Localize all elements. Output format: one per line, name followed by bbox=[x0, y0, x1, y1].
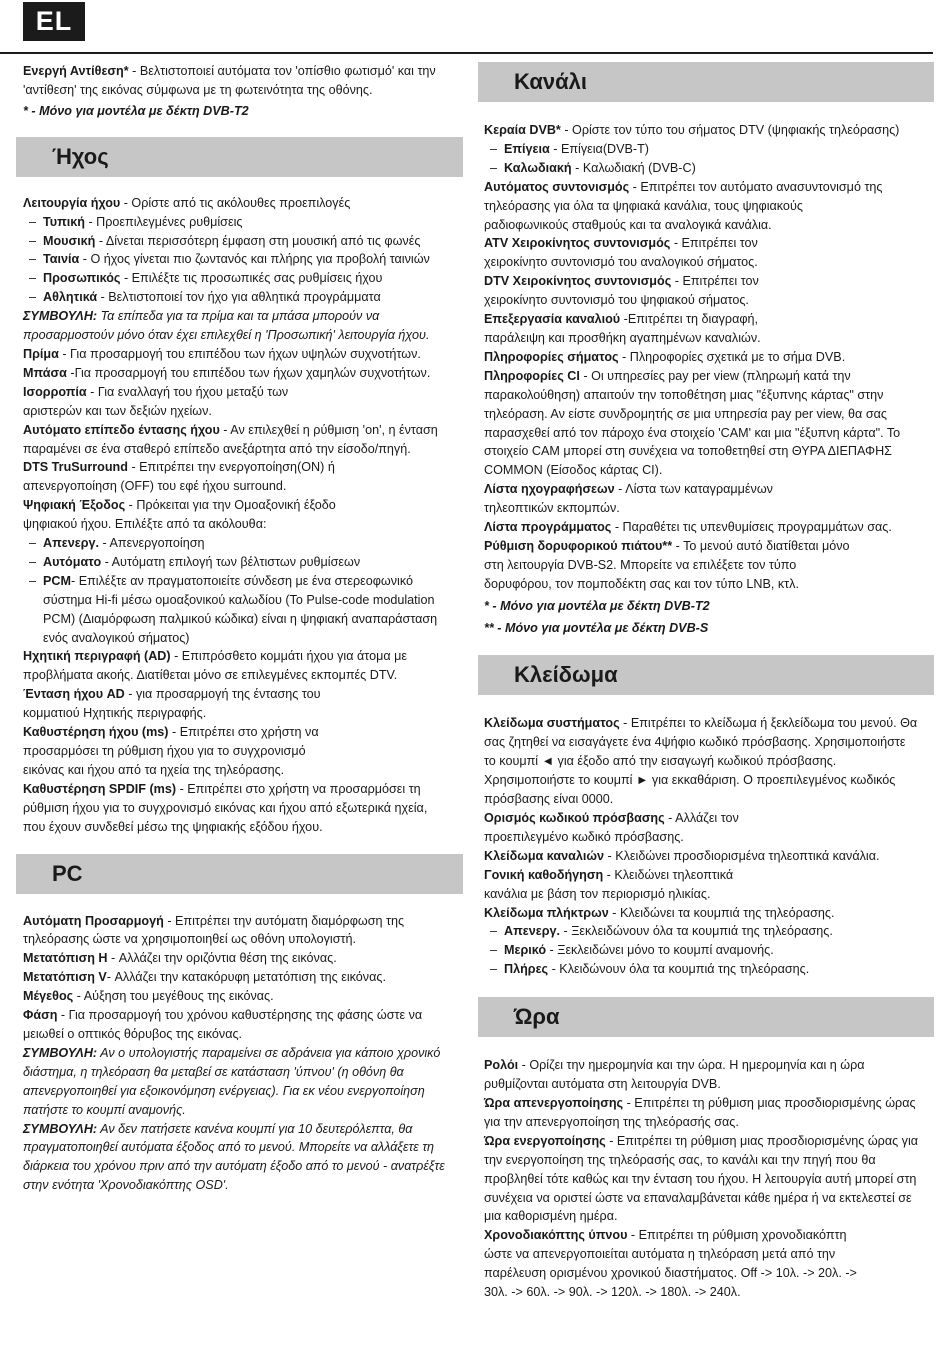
dvb-t2-note-2: * - Μόνο για μοντέλα με δέκτη DVB-T2 bbox=[484, 598, 710, 613]
phase-text: Φάση - Για προσαρμογή του χρόνου καθυστέρησης της φάσης ώστε να μειωθεί ο οπτικός θόρυβος της εικόνας. bbox=[23, 1008, 423, 1041]
left-column bbox=[23, 62, 445, 1195]
recording-list-text: Λίστα ηχογραφήσεων - Λίστα των καταγραμμένων τηλεοπτικών εκπομπών. bbox=[484, 482, 773, 516]
section-heading-channel: Κανάλι bbox=[478, 62, 934, 102]
dtv-manual-text: DTV Χειροκίνητος συντονισμός - Επιτρέπει τον χειροκίνητο συντονισμό του ψηφιακού σήματος. bbox=[484, 274, 759, 308]
key-lock-full: – Πλήρες - Κλειδώνουν όλα τα κουμπιά της τηλεόρασης. bbox=[490, 962, 810, 977]
digital-output-text: Ψηφιακή Έξοδος - Πρόκειται για την Ομοαξονική έξοδο ψηφιακού ήχου. Επιλέξτε από τα ακόλουθα: bbox=[23, 498, 336, 532]
ci-info-text: Πληροφορίες CI - Οι υπηρεσίες pay per view (πληρωμή κατά την παρακολούθηση) απαιτούν την τοποθέτηση μιας "έξυπνης κάρτας" στην τηλεόραση. Αν είστε συνδρομητής σε μια υπηρεσία pay per view, θα σας παρασχεθεί από τον πάροχο ένα στοιχείο 'CAM' και μια "έξυπνη κάρτα". Το στοιχείο CAM μπορεί στη συνέχεια να τοποθετηθεί στη ΘΥΡΑ ΔΙΕΠΑΦΗΣ COMMON (Είσοδος κάρτας CI). bbox=[484, 368, 901, 478]
channel-edit-text: Επεξεργασία καναλιού -Επιτρέπει τη διαγραφή, παράλειψη και προσθήκη αγαπημένων καναλιών. bbox=[484, 312, 761, 345]
dvb-s-note: ** - Μόνο για μοντέλα με δέκτη DVB-S bbox=[484, 620, 709, 635]
treble-text: Πρίμα - Για προσαρμογή του επιπέδου των ήχων υψηλών συχνοτήτων. bbox=[23, 346, 421, 361]
output-auto: – Αυτόματο - Αυτόματη επιλογή των βέλτιστων ρυθμίσεων bbox=[29, 554, 361, 569]
schedule-list-text: Λίστα προγράμματος - Παραθέτει τις υπενθυμίσεις προγραμμάτων σας. bbox=[484, 520, 892, 535]
audio-description-text: Ηχητική περιγραφή (AD) - Επιπρόσθετο κομμάτι ήχου για άτομα με προβλήματα ακοής. Διατίθεται μόνο σε επιλεγμένες εκπομπές DTV. bbox=[23, 649, 407, 683]
sleep-timer-text: Χρονοδιακόπτης ύπνου - Επιτρέπει τη ρύθμιση χρονοδιακόπτη ώστε να απενεργοποιείται αυτόματα η τηλεόραση μετά από την παρέλευση ορισμένου χρονικού διαστήματος. Off -> 10λ. -> 20λ. -> 30λ. -> 60λ. -> 90λ. -> 120λ. -> 180λ. -> 240λ. bbox=[484, 1228, 857, 1300]
auto-tuning-text: Αυτόματος συντονισμός - Επιτρέπει τον αυτόματο ανασυντονισμό της τηλεόρασης για όλα τα ψηφιακά κανάλια, τους ψηφιακούς ραδιοφωνικούς σταθμούς και τα αναλογικά κανάλια. bbox=[484, 179, 883, 232]
language-tab: EL bbox=[23, 2, 85, 41]
channel-lock-text: Κλείδωμα καναλιών - Κλειδώνει προσδιορισμένα τηλεοπτικά κανάλια. bbox=[484, 848, 880, 863]
dvb-antenna-text: Κεραία DVB* - Ορίστε τον τύπο του σήματος DTV (ψηφιακής τηλεόρασης) bbox=[484, 123, 900, 137]
section-heading-sound: Ήχος bbox=[16, 137, 463, 177]
v-position-text: Μετατόπιση V- Αλλάζει την κατακόρυφη μετατόπιση της εικόνας. bbox=[23, 970, 386, 985]
section-heading-time: Ώρα bbox=[478, 997, 934, 1037]
right-column bbox=[484, 62, 920, 1302]
balance-text: Ισορροπία - Για εναλλαγή του ήχου μεταξύ των αριστερών και των δεξιών ηχείων. bbox=[23, 384, 289, 418]
header-rule bbox=[0, 52, 933, 54]
output-pcm: – PCM- Επιλέξτε αν πραγματοποιείτε σύνδεση με ένα στερεοφωνικό σύστημα Hi-fi μέσω ομοαξονικού καλωδίου (Το Pulse-code modulation PCM) (Διαμόρφωση παλμικού κώδικα) είναι η ψηφιακή αναπαράσταση ενός αναλογικού σήματος) bbox=[29, 573, 438, 645]
active-contrast-text: Ενεργή Αντίθεση* - Βελτιστοποιεί αυτόματα τον 'οπίσθιο φωτισμό' και την 'αντίθεση' της εικόνας σύμφωνα με τη φωτεινότητα της οθόνης. bbox=[23, 64, 436, 97]
sound-mode-sports: – Αθλητικά - Βελτιστοποιεί τον ήχο για αθλητικά προγράμματα bbox=[29, 290, 381, 305]
sound-mode-text: Λειτουργία ήχου - Ορίστε από τις ακόλουθες προεπιλογές bbox=[23, 195, 351, 210]
sound-mode-personal: – Προσωπικός - Επιλέξτε τις προσωπικές σας ρυθμίσεις ήχου bbox=[29, 271, 383, 286]
system-lock-text: Κλείδωμα συστήματος - Επιτρέπει το κλείδωμα ή ξεκλείδωμα του μενού. Θα σας ζητηθεί να εισαγάγετε ένα 4ψήφιο κωδικό πρόσβασης. Χρησιμοποιήστε το κουμπί ◄ για έξοδο από την εισαγωγή κωδικού πρόσβασης. Χρησιμοποιήστε το κουμπί ► για εκκαθάριση. Ο προεπιλεγμένος κωδικός πρόσβασης είναι 0000. bbox=[484, 716, 918, 807]
pc-tip-osd: ΣΥΜΒΟΥΛΗ: Αν δεν πατήσετε κανένα κουμπί για 10 δευτερόλεπτα, θα πραγματοποιηθεί αυτόματα έξοδος από το μενού. Μπορείτε να αλλάξετε τη διάρκεια του χρόνου πριν από την αυτόματη έξοδο από το μενού - ανατρέξτε στην ενότητα 'Χρονοδιακόπτης OSD'. bbox=[23, 1121, 445, 1193]
atv-manual-text: ATV Χειροκίνητος συντονισμός - Επιτρέπει τον χειροκίνητο συντονισμό του αναλογικού σήματος. bbox=[484, 236, 758, 270]
off-time-text: Ώρα απενεργοποίησης - Επιτρέπει τη ρύθμιση μιας προσδιορισμένης ώρας για την απενεργοποίηση της τηλεόρασής σας. bbox=[484, 1095, 916, 1129]
clock-text: Ρολόι - Ορίζει την ημερομηνία και την ώρα. Η ημερομηνία και η ώρα ρυθμίζονται αυτόματα στη λειτουργία DVB. bbox=[484, 1058, 865, 1092]
sound-tip: ΣΥΜΒΟΥΛΗ: Τα επίπεδα για τα πρίμα και τα μπάσα μπορούν να προσαρμοστούν μόνο όταν έχει επιλεχθεί η 'Προσωπική' λειτουργία ήχου. bbox=[23, 309, 430, 343]
key-lock-text: Κλείδωμα πλήκτρων - Κλειδώνει τα κουμπιά της τηλεόρασης. bbox=[484, 905, 835, 920]
bass-text: Μπάσα -Για προσαρμογή του επιπέδου των ήχων χαμηλών συχνοτήτων. bbox=[23, 365, 431, 380]
sound-mode-movie: – Ταινία - Ο ήχος γίνεται πιο ζωντανός και πλήρης για προβολή ταινιών bbox=[29, 252, 430, 267]
antenna-terrestrial: – Επίγεια - Επίγεια(DVB-T) bbox=[490, 141, 650, 156]
signal-info-text: Πληροφορίες σήματος - Πληροφορίες σχετικά με το σήμα DVB. bbox=[484, 349, 846, 364]
dvb-t2-note: * - Μόνο για μοντέλα με δέκτη DVB-T2 bbox=[23, 103, 249, 118]
sound-mode-standard: – Τυπική - Προεπιλεγμένες ρυθμίσεις bbox=[29, 214, 243, 229]
antenna-cable: – Καλωδιακή - Καλωδιακή (DVB-C) bbox=[490, 160, 696, 175]
set-password-text: Ορισμός κωδικού πρόσβασης - Αλλάζει τον προεπιλεγμένο κωδικό πρόσβασης. bbox=[484, 811, 739, 844]
dts-text: DTS TruSurround - Επιτρέπει την ενεργοποίηση(ON) ή απενεργοποίηση (OFF) του εφέ ήχου surround. bbox=[23, 460, 335, 494]
output-off: – Απενεργ. - Απενεργοποίηση bbox=[29, 536, 205, 551]
spdif-delay-text: Καθυστέρηση SPDIF (ms) - Επιτρέπει στο χρήστη να προσαρμόσει τη ρύθμιση ήχου για το συγχρονισμό εικόνας και ήχου από εξωτερικά ηχεία, που έχουν συνδεθεί μέσω της ψηφιακής εξόδου ήχου. bbox=[23, 781, 428, 834]
size-text: Μέγεθος - Αύξηση του μεγέθους της εικόνας. bbox=[23, 989, 274, 1004]
audio-delay-text: Καθυστέρηση ήχου (ms) - Επιτρέπει στο χρήστη να προσαρμόσει τη ρύθμιση ήχου για το συγχρονισμό εικόνας και ήχου από τα ηχεία της τηλεόρασης. bbox=[23, 725, 319, 777]
on-time-text: Ώρα ενεργοποίησης - Επιτρέπει τη ρύθμιση μιας προσδιορισμένης ώρας για την ενεργοποίηση της τηλεόρασής σας, το κανάλι και την πηγή που θα προβληθεί τότε καθώς και την ένταση του ήχου. Η λειτουργία αυτή μπορεί στη συνέχεια να οριστεί ώστε να επαναλαμβάνεται κάθε ημέρα ή να εκτελεστεί σε μια καθορισμένη ημέρα. bbox=[484, 1133, 919, 1224]
section-heading-lock: Κλείδωμα bbox=[478, 655, 934, 695]
auto-volume-text: Αυτόματο επίπεδο έντασης ήχου - Αν επιλεχθεί η ρύθμιση 'on', η ένταση παραμένει σε ένα σταθερό επίπεδο ανεξάρτητα από την είσοδο/πηγή. bbox=[23, 422, 438, 456]
key-lock-partial: – Μερικό - Ξεκλειδώνει μόνο το κουμπί αναμονής. bbox=[490, 943, 774, 958]
sound-mode-music: – Μουσική - Δίνεται περισσότερη έμφαση στη μουσική από τις φωνές bbox=[29, 233, 421, 248]
key-lock-off: – Απενεργ. - Ξεκλειδώνουν όλα τα κουμπιά της τηλεόρασης. bbox=[490, 924, 833, 939]
section-heading-pc: PC bbox=[16, 854, 463, 894]
auto-adjust-text: Αυτόματη Προσαρμογή - Επιτρέπει την αυτόματη διαμόρφωση της τηλεόρασης ώστε να χρησιμοποιηθεί ως οθόνη υπολογιστή. bbox=[23, 913, 405, 947]
ad-volume-text: Ένταση ήχου AD - για προσαρμογή της έντασης του κομματιού Ηχητικής περιγραφής. bbox=[23, 687, 321, 721]
parental-guidance-text: Γονική καθοδήγηση - Κλειδώνει τηλεοπτικά κανάλια με βάση τον περιορισμό ηλικίας. bbox=[484, 867, 734, 901]
dish-setup-text: Ρύθμιση δορυφορικού πιάτου** - Το μενού αυτό διατίθεται μόνο στη λειτουργία DVB-S2. Μπορείτε να επιλέξετε τον τύπο δορυφόρου, τον πομποδέκτη σας και τον τύπο LNB, κτλ. bbox=[484, 538, 850, 591]
h-position-text: Μετατόπιση H - Αλλάζει την οριζόντια θέση της εικόνας. bbox=[23, 951, 337, 966]
pc-tip-sleep: ΣΥΜΒΟΥΛΗ: Αν ο υπολογιστής παραμείνει σε αδράνεια για κάποιο χρονικό διάστημα, η τηλεόραση θα μεταβεί σε κατάσταση 'ύπνου' (η οθόνη θα απενεργοποιηθεί για εξοικονόμηση ενέργειας). Για εκ νέου ενεργοποίηση πατήστε το κουμπί αναμονής. bbox=[23, 1045, 441, 1117]
